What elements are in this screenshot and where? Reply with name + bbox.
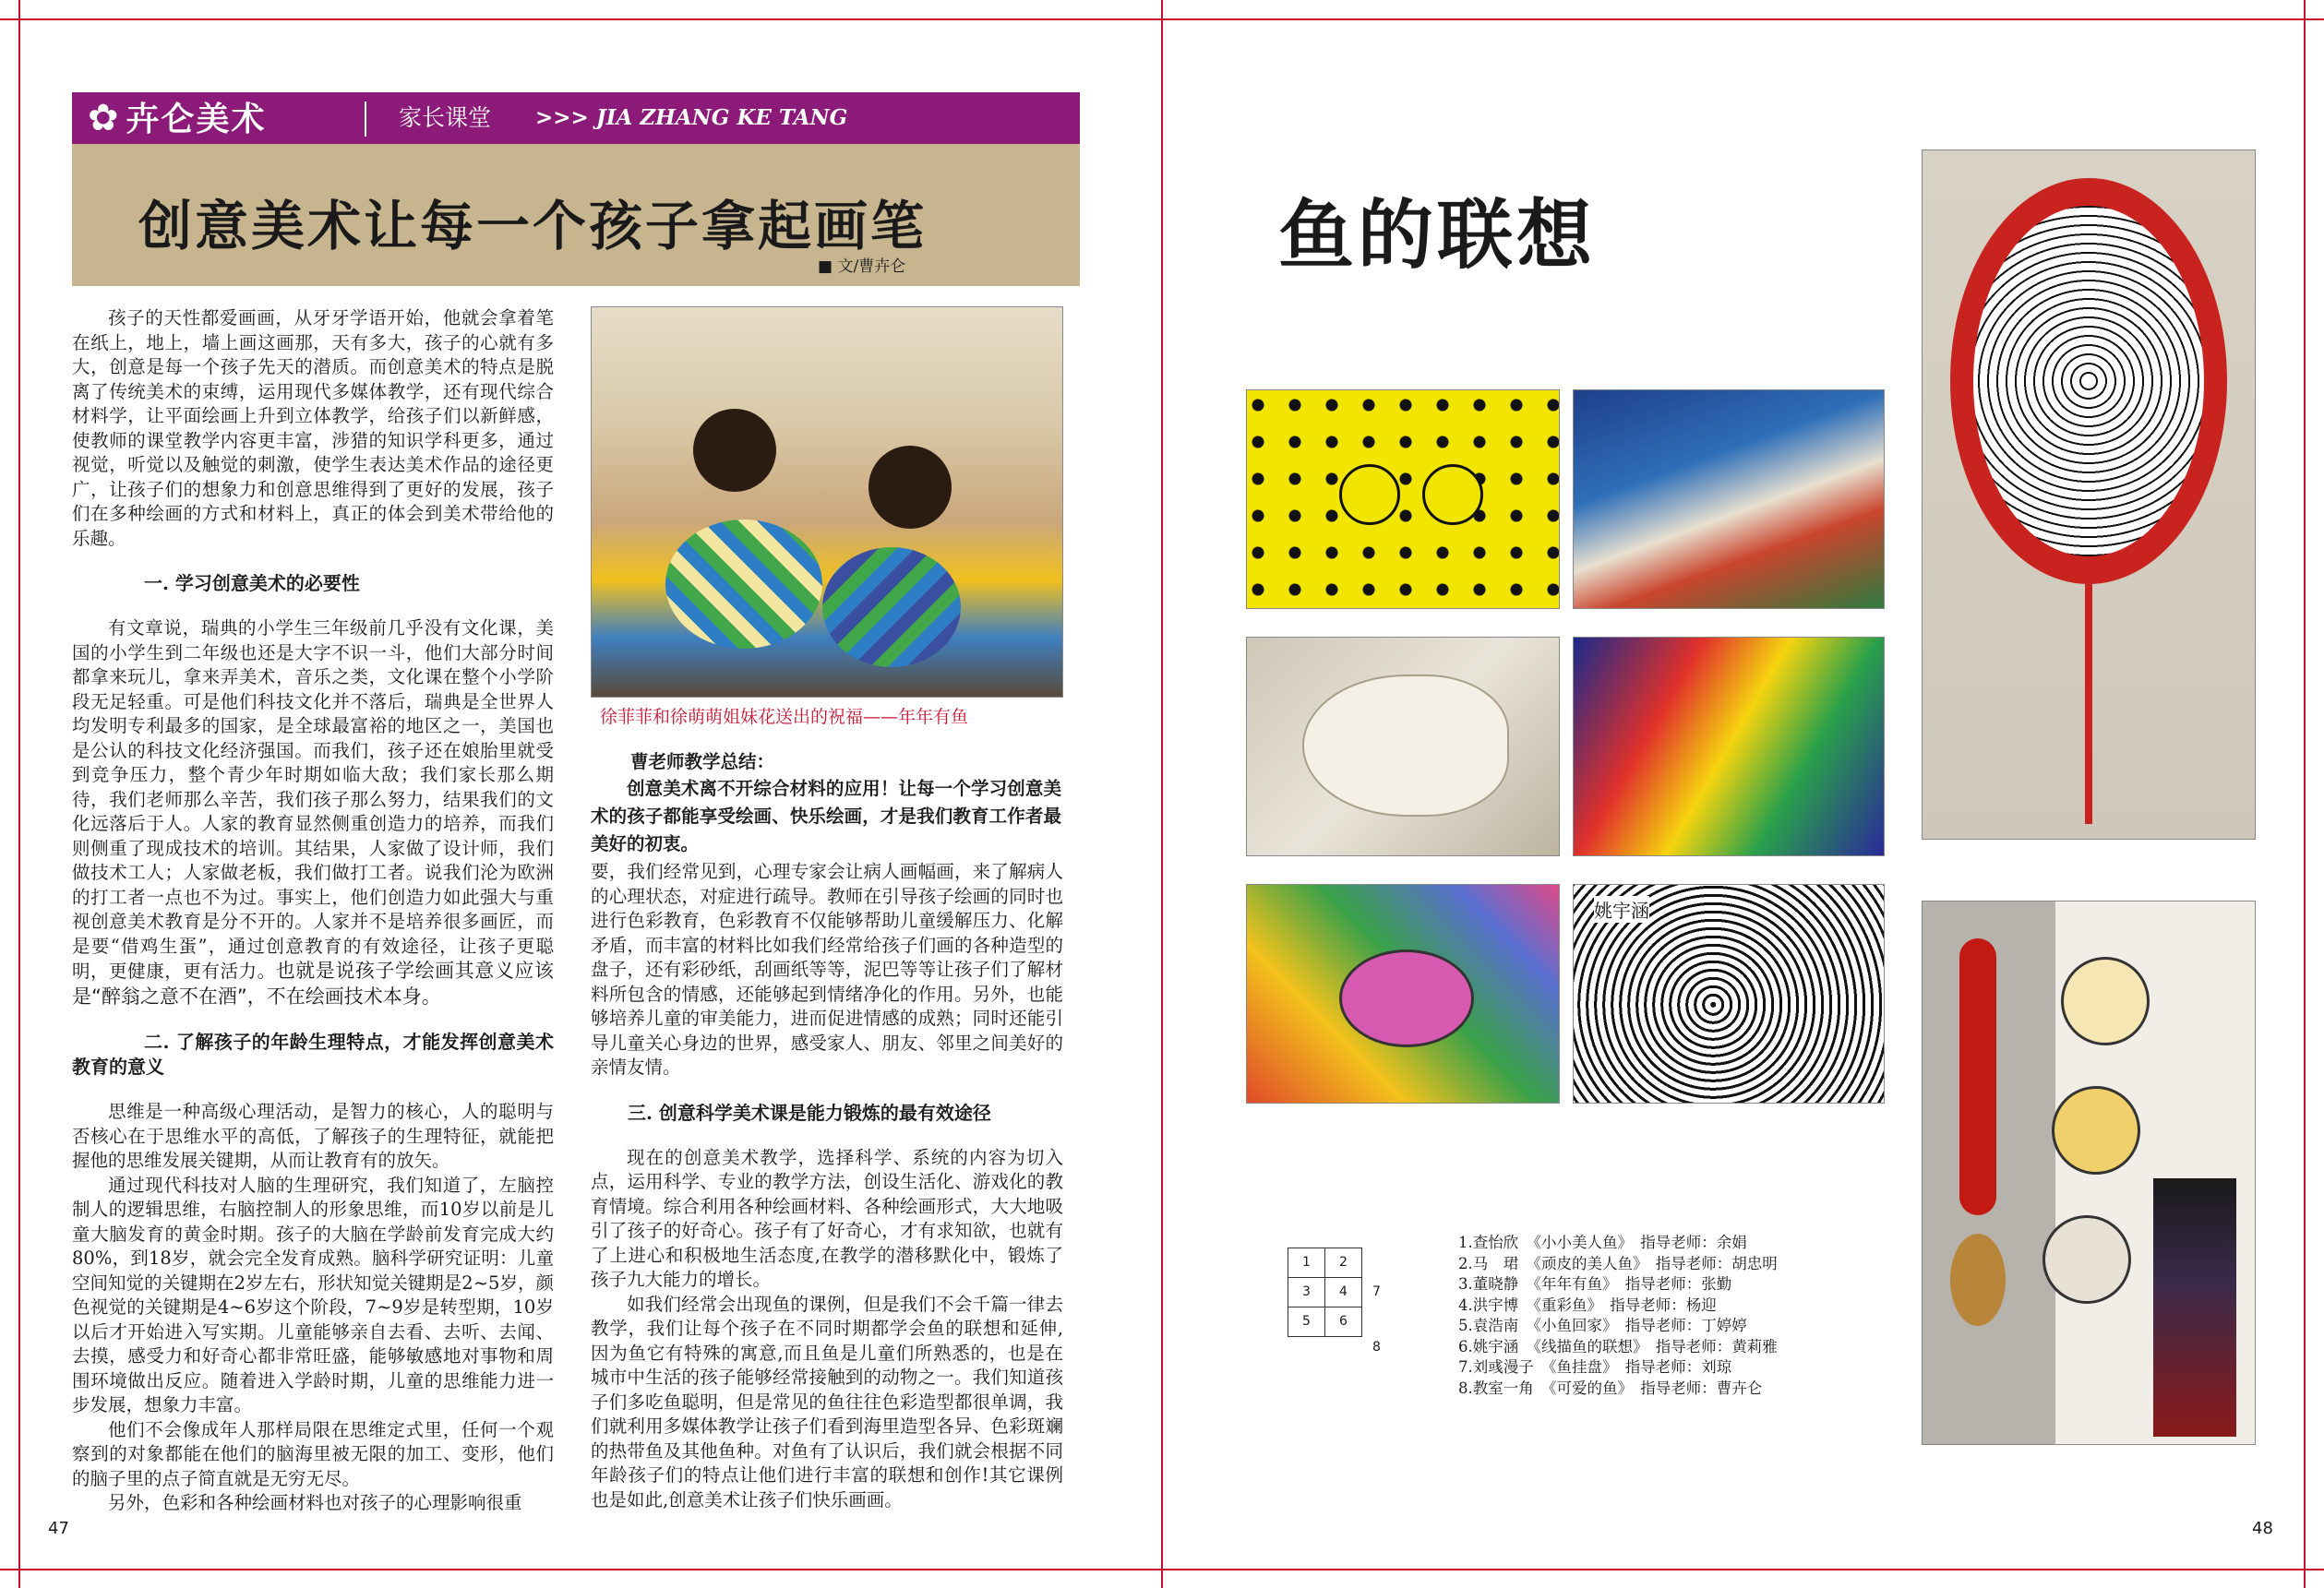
spine-line (1161, 0, 1163, 1588)
section-2-paragraph-2: 通过现代科技对人脑的生理研究，我们知道了，左脑控制人的逻辑思维，右脑控制人的形象思维，而10岁以前是儿童大脑发育的黄金时期。孩子的大脑在学龄前发育完成大约80%，到18岁，就会完全发育成熟。脑科学研究证明：儿童空间知觉的关键期在2岁左右，形状知觉关键期是2~5岁，颜色视觉的关键期是4~6岁这个阶段，7~9岁是转型期，10岁以后才开始进入写实期。儿童能够亲自去看、去听、去闻、去摸，感受力和好奇心都非常旺盛，能够敏感地对事物和周围环境做出反应。随着进入学龄时期，儿童的思维能力进一步发展，想象力丰富。 (72, 1174, 554, 1415)
kid-left (693, 409, 776, 492)
legend-cell-7: 7 (1372, 1284, 1381, 1299)
legend-cell-3: 3 (1288, 1277, 1325, 1307)
artwork-1-face-left (1339, 464, 1400, 525)
photo-caption: 徐菲菲和徐萌萌姐妹花送出的祝福——年年有鱼 (600, 707, 969, 727)
article-column-1 (72, 306, 554, 1516)
artwork-6 (1573, 884, 1885, 1104)
fish-craft-right (822, 547, 961, 667)
section-2-paragraph-4: 另外，色彩和各种绘画材料也对孩子的心理影响很重 (108, 1492, 522, 1513)
legend-cell-6: 6 (1324, 1307, 1362, 1337)
artwork-3-clay-fish (1302, 675, 1509, 817)
section-1-paragraph (72, 616, 554, 1009)
kids-fish-photo (591, 306, 1063, 698)
section-1-heading (144, 571, 554, 596)
kid-right (869, 446, 952, 529)
section-2-heading (72, 1030, 554, 1080)
summary-text: 创意美术离不开综合材料的应用！让每一个学习创意美术的孩子都能享受绘画、快乐绘画，才是我们教育工作者最美好的初衷。 (591, 778, 1061, 854)
red-tassel (2085, 584, 2092, 824)
fish-plate-3 (2042, 1215, 2131, 1304)
section-3-paragraph-2: 如我们经常会出现鱼的课例，但是我们不会千篇一律去教学，我们让每个孩子在不同时期都学会鱼的联想和延伸,因为鱼它有特殊的寓意,而且鱼是儿童们所熟悉的，也是在城市中生活的孩子能够经常接触到的动物之一。我们知道孩子们多吃鱼聪明，但是常见的鱼往往色彩造型都很单调，我们就利用多媒体教学让孩子们看到海里造型各异、色彩斑斓的热带鱼及其他鱼种。对鱼有了认识后，我们就会根据不同年龄孩子们的特点让他们进行丰富的联想和创作!其它课例也是如此,创意美术让孩子们快乐画画。 (591, 1293, 1063, 1510)
credit-line: 8.教室一角 《可爱的鱼》 指导老师：曹卉仑 (1458, 1379, 1763, 1397)
section-2-paragraph-3: 他们不会像成年人那样局限在思维定式里，任何一个观察到的对象都能在他们的脑海里被无限的加工、变形，他们的脑子里的点子简直就是无穷无尽。 (72, 1418, 554, 1489)
page-number-left: 47 (48, 1519, 69, 1538)
credit-line: 2.马 珺 《顽皮的美人鱼》 指导老师：胡忠明 (1458, 1254, 1778, 1272)
legend-cell-5: 5 (1288, 1307, 1325, 1337)
column-name-pinyin: >>> JIA ZHANG KE TANG (535, 105, 848, 130)
classroom-corner-photo (1922, 901, 2256, 1445)
artwork-1 (1246, 389, 1560, 609)
summary-box (591, 775, 1061, 858)
article-author: ■ 文/曹卉仑 (818, 257, 906, 276)
artwork-5-fish (1339, 949, 1474, 1047)
artwork-1-face-right (1422, 464, 1483, 525)
fish-plate-photo (1922, 149, 2256, 840)
section-1-highlight: 也就是说孩子学绘画其意义应该是“醉翁之意不在酒”，不在绘画技术本身。 (72, 960, 554, 1008)
layout-legend (1288, 1248, 1381, 1355)
brand-logo-text: 卉仑美术 (126, 101, 267, 138)
frame-right-line (2304, 0, 2306, 1588)
frame-left-line (18, 0, 20, 1588)
legend-cell-8: 8 (1372, 1340, 1381, 1355)
flower-icon: ✿ (88, 97, 121, 139)
section-1-title: 一. 学习创意美术的必要性 (144, 572, 360, 594)
plate-center (1973, 206, 2204, 556)
artwork-credits (1458, 1233, 1778, 1399)
fish-craft-left (665, 519, 822, 649)
chili-string (1959, 938, 1996, 1215)
fish-plate-2 (2052, 1086, 2140, 1175)
article-column-2 (591, 860, 1063, 1512)
credit-line: 5.袁浩南 《小鱼回家》 指导老师：丁婷婷 (1458, 1317, 1747, 1334)
brand-logo (88, 92, 267, 144)
credit-line: 6.姚宇涵 《线描鱼的联想》 指导老师：黄莉雅 (1458, 1337, 1778, 1355)
gourd (1950, 1234, 2006, 1326)
page-number-right: 48 (2252, 1519, 2273, 1538)
fish-plate-1 (2061, 957, 2150, 1045)
summary-title: 曹老师教学总结： (630, 751, 775, 772)
artwork-4 (1573, 637, 1885, 856)
legend-cell-1: 1 (1288, 1248, 1325, 1278)
legend-cell-4: 4 (1324, 1277, 1362, 1307)
section-3-title: 三. 创意科学美术课是能力锻炼的最有效途径 (628, 1101, 991, 1124)
artwork-2 (1573, 389, 1885, 609)
artwork-6-signature: 姚宇涵 (1594, 896, 1649, 923)
gallery-title: 鱼的联想 (1278, 191, 1597, 280)
credit-line: 1.查怡欣 《小小美人鱼》 指导老师：余娟 (1458, 1234, 1747, 1251)
section-2-paragraph-1: 思维是一种高级心理活动，是智力的核心，人的聪明与否核心在于思维水平的高低，了解孩子的生理特征，就能把握他的思维发展关键期，从而让教育有的放矢。 (72, 1101, 554, 1171)
section-1-text: 有文章说，瑞典的小学生三年级前几乎没有文化课，美国的小学生到二年级也还是大字不识一斗，他们大部分时间都拿来玩儿，拿来弄美术，音乐之类，文化课在整个小学阶段无足轻重。可是他们科技文化并不落后，瑞典是全世界人均发明专利最多的国家，是全球最富裕的地区之一，美国也是公认的科技文化经济强国。而我们，孩子还在娘胎里就受到竞争压力，整个青少年时期如临大敌；我们家长那么期待，我们老师那么辛苦，我们孩子那么努力，结果我们的文化远落后于人。人家的教育显然侧重创造力的培养，而我们则侧重了现成技术的培训。其结果，人家做了设计师，我们做技术工人；人家做老板，我们做打工者。说我们沦为欧洲的打工者一点也不为过。事实上，他们创造力如此强大与重视创意美术教育是分不开的。人家并不是培养很多画匠，而是要“借鸡生蛋”，通过创意教育的有效途径，让孩子更聪明，更健康，更有活力。 (72, 617, 554, 982)
legend-cell-2: 2 (1324, 1248, 1362, 1278)
article-title: 创意美术让每一个孩子拿起画笔 (138, 195, 928, 257)
credit-line: 4.洪宇博 《重彩鱼》 指导老师：杨迎 (1458, 1295, 1717, 1314)
column-name: 家长课堂 (399, 104, 492, 131)
credit-line: 7.刘彧漫子 《鱼挂盘》 指导老师：刘琼 (1458, 1358, 1732, 1376)
doll-figure (2153, 1178, 2236, 1437)
section-2-title: 二. 了解孩子的年龄生理特点，才能发挥创意美术教育的意义 (72, 1031, 554, 1078)
section-3-heading (628, 1101, 1063, 1126)
artwork-3 (1246, 637, 1560, 856)
artwork-5 (1246, 884, 1560, 1104)
column-2-paragraph: 要，我们经常见到，心理专家会让病人画幅画，来了解病人的心理状态，对症进行疏导。教师在引导孩子绘画的同时也进行色彩教育，色彩教育不仅能够帮助儿童缓解压力、化解矛盾，而丰富的材料比如我们经常给孩子们画的各种造型的盘子，还有彩砂纸，刮画纸等等，泥巴等等让孩子们了解材料所包含的情感，还能够起到情绪净化的作用。另外，也能够培养儿童的审美能力，进而促进情感的成熟；同时还能引导儿童关心身边的世界，感受家人、朋友、邻里之间美好的亲情友情。 (591, 861, 1063, 1078)
section-3-paragraph-1: 现在的创意美术教学，选择科学、系统的内容为切入点，运用科学、专业的教学方法，创设生活化、游戏化的教育情境。综合利用各种绘画材料、各种绘画形式，大大地吸引了孩子的好奇心。孩子有了好奇心，才有求知欲，也就有了上进心和积极地生活态度,在教学的潜移默化中，锻炼了孩子九大能力的增长。 (591, 1146, 1063, 1290)
credit-line: 3.董晓静 《年年有鱼》 指导老师：张勤 (1458, 1275, 1732, 1293)
intro-paragraph: 孩子的天性都爱画画，从牙牙学语开始，他就会拿着笔在纸上，地上，墙上画这画那，天有多大，孩子的心就有多大，创意是每一个孩子先天的潜质。而创意美术的特点是脱离了传统美术的束缚，运用现代多媒体教学，还有现代综合材料学，让平面绘画上升到立体教学，给孩子们以新鲜感，使教师的课堂教学内容更丰富，涉猎的知识学科更多，通过视觉，听觉以及触觉的刺激，使学生表达美术作品的途径更广，让孩子们的想象力和创意思维得到了更好的发展，孩子们在多种绘画的方式和材料上，真正的体会到美术带给他的乐趣。 (72, 307, 554, 549)
header-divider (365, 101, 366, 137)
